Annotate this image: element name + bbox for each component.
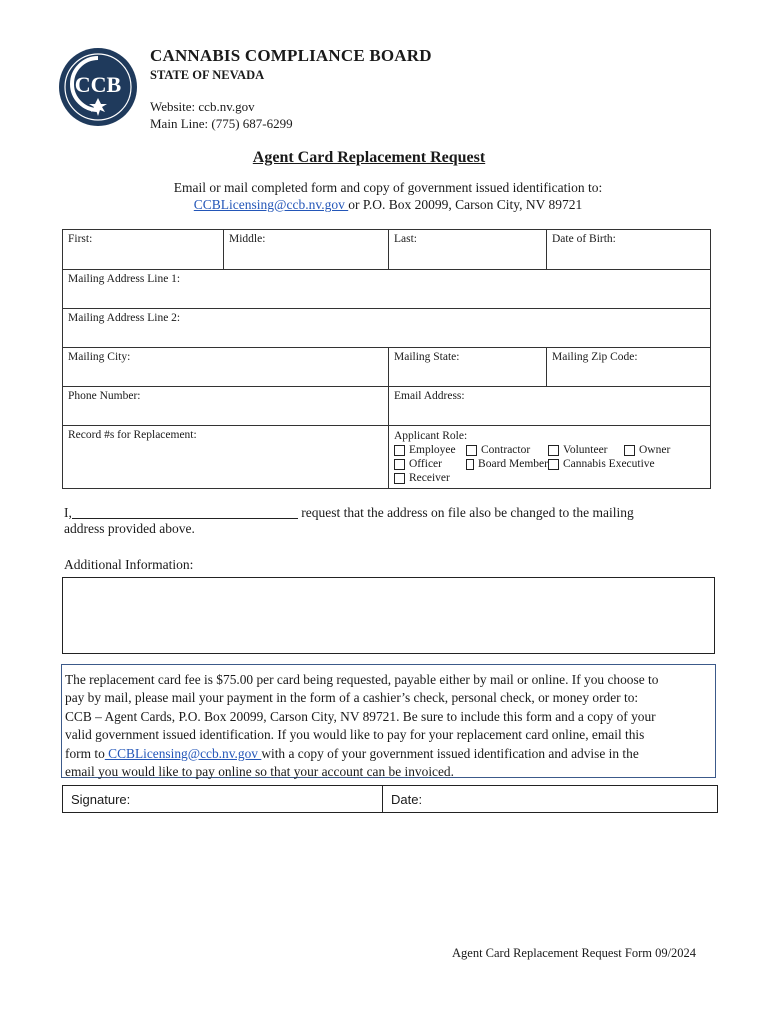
owner-label: Owner	[639, 444, 671, 456]
signature-label: Signature:	[71, 792, 131, 807]
ccb-logo-icon	[58, 46, 138, 128]
board-member-label: Board Member	[478, 458, 548, 470]
website-text: Website: ccb.nv.gov	[150, 99, 255, 114]
additional-info-label: Additional Information:	[64, 557, 194, 572]
receiver-checkbox[interactable]	[394, 473, 405, 484]
contractor-label: Contractor	[481, 444, 531, 456]
main-line-text: Main Line: (775) 687-6299	[150, 116, 293, 131]
fee-line-5-suffix: with a copy of your government issued identification and advise in the	[261, 745, 639, 761]
address-request-line-1	[64, 505, 634, 521]
address-request-line-2: address provided above.	[64, 521, 195, 536]
cannabis-executive-label: Cannabis Executive	[563, 458, 655, 470]
first-name-field[interactable]	[63, 230, 224, 270]
owner-checkbox[interactable]	[624, 445, 635, 456]
fee-line-6: email you would like to pay online so that your account can be invoiced.	[65, 764, 454, 780]
date-label: Date:	[391, 792, 423, 807]
fee-line-1: The replacement card fee is $75.00 per card being requested, payable either by mail or online. If you choose to	[65, 672, 659, 687]
board-member-checkbox[interactable]	[466, 459, 474, 470]
records-label: Record #s for Replacement:	[68, 429, 197, 441]
fee-line-2: pay by mail, please mail your payment in the form of a cashier’s check, personal check, or money order to:	[65, 690, 639, 706]
officer-label: Officer	[409, 458, 442, 470]
fee-line-5	[65, 745, 713, 763]
address-request-suffix: request that the address on file also be changed to the mailing	[301, 505, 634, 520]
middle-name-label: Middle:	[229, 233, 266, 245]
volunteer-checkbox[interactable]	[548, 445, 559, 456]
address-line-2-label: Mailing Address Line 2:	[68, 312, 181, 324]
additional-info-textarea[interactable]	[62, 577, 715, 654]
state-label: Mailing State:	[394, 351, 460, 363]
cannabis-executive-checkbox[interactable]	[548, 459, 559, 470]
date-field[interactable]	[383, 786, 718, 813]
employee-label: Employee	[409, 444, 456, 456]
fee-line-5-prefix: form to	[65, 745, 105, 761]
instructions-line-1: Email or mail completed form and copy of government issued identification to:	[173, 180, 603, 195]
org-name: CANNABIS COMPLIANCE BOARD	[150, 46, 432, 65]
form-title: Agent Card Replacement Request	[252, 149, 486, 166]
zip-field[interactable]	[547, 348, 711, 387]
dob-field[interactable]	[547, 230, 711, 270]
signature-field[interactable]	[63, 786, 383, 813]
fee-email-link[interactable]: CCBLicensing@ccb.nv.gov	[104, 745, 262, 761]
email-field[interactable]	[389, 387, 711, 426]
phone-field[interactable]	[63, 387, 389, 426]
address-line-1-label: Mailing Address Line 1:	[68, 273, 181, 285]
instructions-line-2	[0, 197, 770, 213]
fee-notice-box	[61, 664, 716, 778]
applicant-role-cell	[389, 426, 711, 489]
address-request-prefix: I,	[64, 505, 72, 520]
first-name-label: First:	[68, 233, 93, 245]
instructions-address: or P.O. Box 20099, Carson City, NV 89721	[348, 197, 583, 212]
signature-table	[62, 785, 718, 813]
records-field[interactable]	[63, 426, 389, 489]
svg-text:CCB: CCB	[74, 72, 122, 97]
officer-checkbox[interactable]	[394, 459, 405, 470]
last-name-field[interactable]	[389, 230, 547, 270]
applicant-role-label: Applicant Role:	[394, 430, 468, 442]
dob-label: Date of Birth:	[552, 233, 616, 245]
email-link[interactable]: CCBLicensing@ccb.nv.gov	[193, 197, 349, 212]
applicant-info-table	[62, 229, 711, 489]
contractor-checkbox[interactable]	[466, 445, 477, 456]
middle-name-field[interactable]	[224, 230, 389, 270]
address-line-1-field[interactable]	[63, 270, 711, 309]
employee-checkbox[interactable]	[394, 445, 405, 456]
phone-label: Phone Number:	[68, 390, 141, 402]
fee-line-3: CCB – Agent Cards, P.O. Box 20099, Carson City, NV 89721. Be sure to include this form and a copy of your	[65, 708, 656, 724]
state-name: STATE OF NEVADA	[150, 68, 265, 82]
zip-label: Mailing Zip Code:	[552, 351, 638, 363]
city-label: Mailing City:	[68, 351, 131, 363]
city-field[interactable]	[63, 348, 389, 387]
state-field[interactable]	[389, 348, 547, 387]
address-line-2-field[interactable]	[63, 309, 711, 348]
volunteer-label: Volunteer	[563, 444, 608, 456]
form-footer: Agent Card Replacement Request Form 09/2024	[452, 946, 697, 960]
last-name-label: Last:	[394, 233, 417, 245]
email-label: Email Address:	[394, 390, 465, 402]
receiver-label: Receiver	[409, 472, 450, 484]
fee-line-4: valid government issued identification. If you would like to pay for your replacement card online, email this	[65, 727, 645, 743]
name-blank-field[interactable]	[72, 506, 298, 519]
